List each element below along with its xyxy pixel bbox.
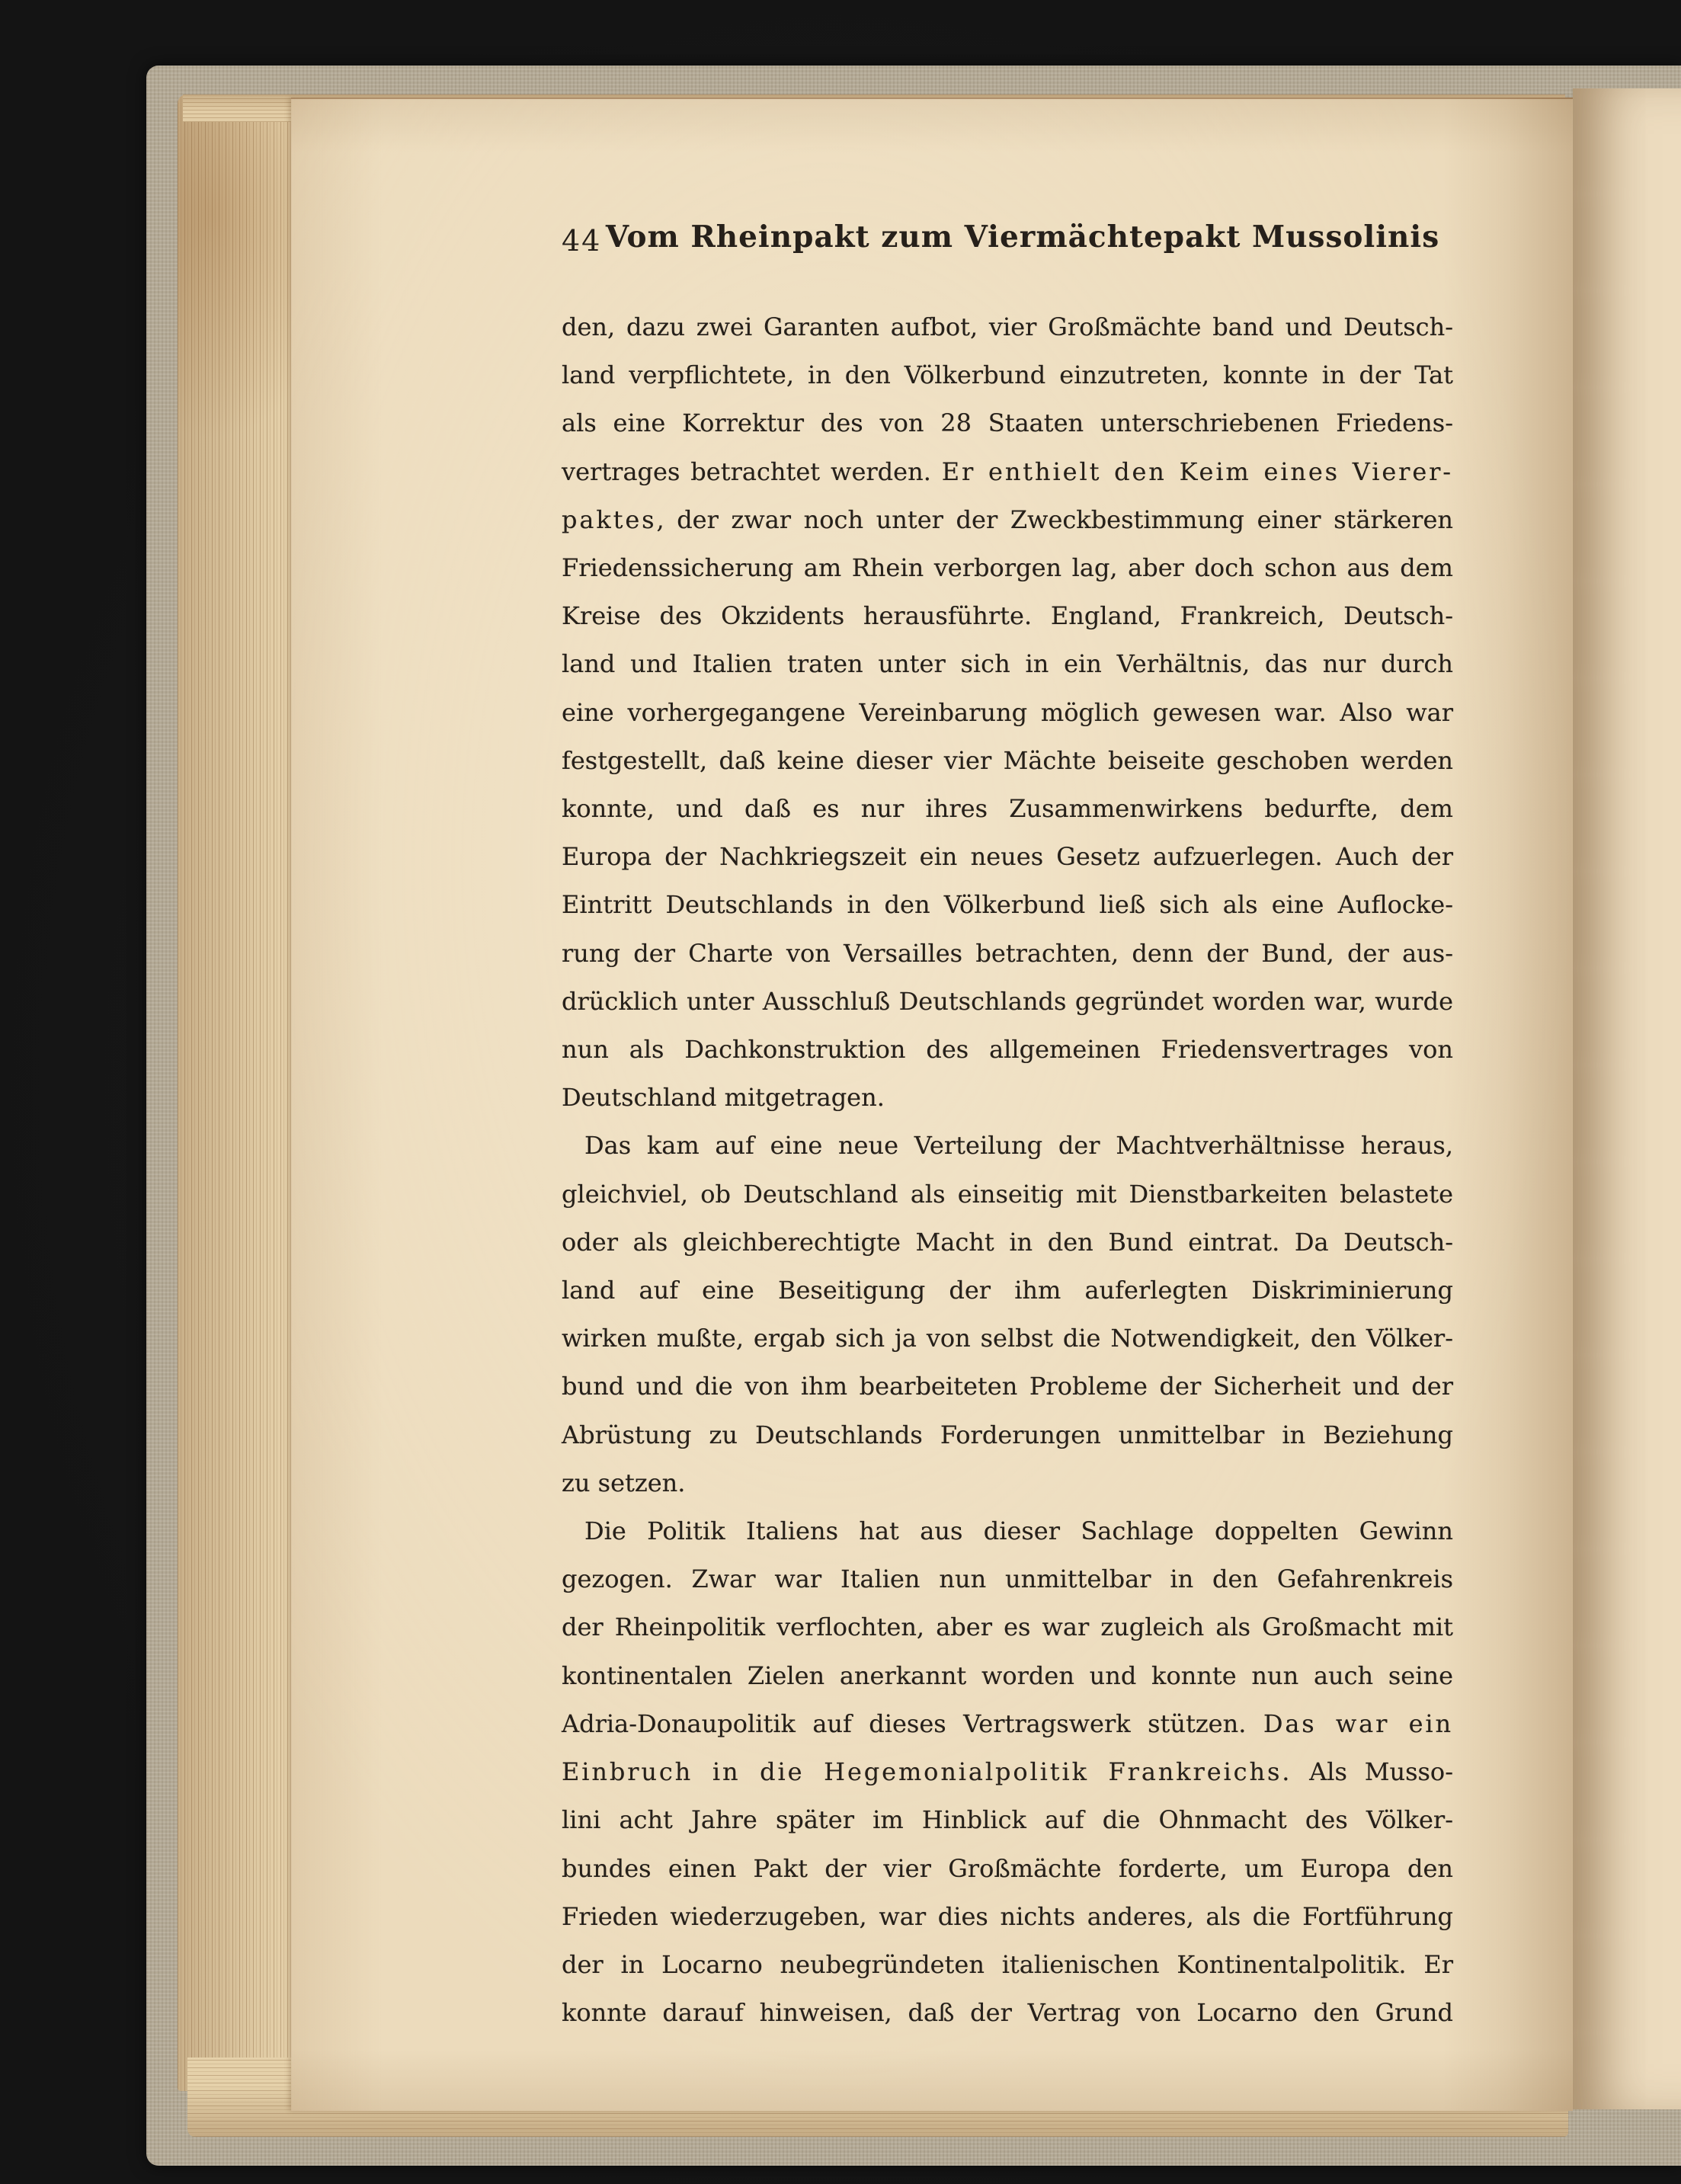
text-line [562, 1989, 1453, 2037]
text-line [562, 1218, 1453, 1267]
text-segment: Deutschland mitgetragen. [562, 1083, 885, 1113]
page-header [562, 219, 1453, 265]
text-line [562, 1652, 1453, 1700]
text-segment: zu setzen. [562, 1468, 686, 1497]
text-segment: , der zwar noch unter der Zweckbestimmung einer stärkeren [656, 504, 1453, 534]
text-line [562, 496, 1453, 544]
text-segment: land und Italien traten unter sich in ein Verhältnis, das nur durch [562, 649, 1453, 679]
text-segment: land auf eine Beseitigung der ihm auferlegten Diskriminierung [562, 1276, 1453, 1305]
emphasized-text: paktes [562, 504, 657, 534]
text-line [562, 1555, 1453, 1603]
text-line [562, 833, 1453, 881]
text-segment: drücklich unter Ausschluß Deutschlands gegründet worden war, wurde [562, 986, 1453, 1016]
text-segment: der Rheinpolitik verflochten, aber es war zugleich als Großmacht mit [562, 1612, 1453, 1642]
text-segment: festgestellt, daß keine dieser vier Mächte beiseite geschoben werden [562, 745, 1453, 775]
text-segment: bund und die von ihm bearbeiteten Probleme der Sicherheit und der [562, 1372, 1453, 1401]
text-segment: der in Locarno neubegründeten italienischen Kontinentalpolitik. Er [562, 1949, 1453, 1979]
text-segment: land verpflichtete, in den Völkerbund einzutreten, konnte in der Tat [562, 360, 1453, 390]
text-segment: lini acht Jahre später im Hinblick auf die Ohnmacht des Völker- [562, 1805, 1453, 1835]
text-segment: wirken mußte, ergab sich ja von selbst die Notwendigkeit, den Völker- [562, 1324, 1453, 1353]
text-segment: Eintritt Deutschlands in den Völkerbund ließ sich als eine Auflocke- [562, 890, 1453, 920]
text-segment: Friedenssicherung am Rhein verborgen lag, aber doch schon aus dem [562, 553, 1453, 583]
text-segment: als eine Korrektur des von 28 Staaten unterschriebenen Friedens- [562, 408, 1453, 438]
text-line [562, 544, 1453, 592]
emphasized-text: Er enthielt den Keim eines Vierer- [941, 456, 1454, 486]
text-line [562, 1845, 1453, 1893]
text-line [562, 1796, 1453, 1844]
text-segment: kontinentalen Zielen anerkannt worden und konnte nun auch seine [562, 1660, 1453, 1690]
text-segment: konnte darauf hinweisen, daß der Vertrag von Locarno den Grund [562, 1998, 1453, 2028]
text-line [562, 448, 1453, 496]
text-segment: Europa der Nachkriegszeit ein neues Gesetz aufzuerlegen. Auch der [562, 842, 1453, 872]
page-number: 44 [562, 224, 602, 258]
emphasized-text: Einbruch in die Hegemonialpolitik Frankreichs. [562, 1757, 1292, 1787]
text-segment: Als Musso- [1292, 1757, 1453, 1787]
text-line [562, 930, 1453, 978]
text-segment: gleichviel, ob Deutschland als einseitig mit Dienstbarkeiten belastete [562, 1179, 1453, 1209]
text-segment: oder als gleichberechtigte Macht in den Bund eintrat. Da Deutsch- [562, 1227, 1453, 1257]
text-segment: konnte, und daß es nur ihres Zusammenwirkens bedurfte, dem [562, 794, 1453, 824]
text-line [562, 881, 1453, 929]
text-line [562, 1026, 1453, 1074]
text-segment: bundes einen Pakt der vier Großmächte forderte, um Europa den [562, 1853, 1453, 1883]
running-header: Vom Rheinpakt zum Viermächtepakt Mussolinis [605, 219, 1440, 255]
text-line [562, 1074, 1453, 1122]
text-line [562, 640, 1453, 688]
text-segment: Adria-Donaupolitik auf dieses Vertragswerk stützen. [562, 1708, 1263, 1738]
facing-page-gutter [1573, 88, 1681, 2109]
text-line [562, 1459, 1453, 1507]
text-line [562, 737, 1453, 785]
text-line [562, 689, 1453, 737]
text-segment: Das kam auf eine neue Verteilung der Machtverhältnisse heraus, [584, 1131, 1453, 1161]
text-line [562, 1411, 1453, 1459]
emphasized-text: Das war ein [1263, 1708, 1453, 1738]
text-segment: vertrages betrachtet werden. [562, 456, 942, 486]
text-line [562, 1507, 1453, 1555]
text-line [562, 1893, 1453, 1941]
text-segment: rung der Charte von Versailles betrachten, denn der Bund, der aus- [562, 938, 1453, 968]
text-segment: Kreise des Okzidents herausführte. England, Frankreich, Deutsch- [562, 601, 1453, 631]
text-segment: Die Politik Italiens hat aus dieser Sachlage doppelten Gewinn [584, 1516, 1453, 1546]
text-line [562, 592, 1453, 640]
text-line [562, 1700, 1453, 1748]
text-line [562, 1363, 1453, 1411]
text-segment: eine vorhergegangene Vereinbarung möglich gewesen war. Also war [562, 697, 1453, 727]
text-segment: Frieden wiederzugeben, war dies nichts anderes, als die Fortführung [562, 1901, 1453, 1931]
text-line [562, 399, 1453, 447]
body-text [562, 303, 1453, 2037]
text-line [562, 1122, 1453, 1170]
text-line [562, 1748, 1453, 1796]
text-line [562, 1267, 1453, 1315]
text-line [562, 1603, 1453, 1651]
text-line [562, 1170, 1453, 1218]
text-line [562, 351, 1453, 399]
text-segment: gezogen. Zwar war Italien nun unmittelbar in den Gefahrenkreis [562, 1564, 1453, 1594]
text-line [562, 785, 1453, 833]
text-line [562, 1315, 1453, 1363]
text-segment: den, dazu zwei Garanten aufbot, vier Großmächte band und Deutsch- [562, 312, 1453, 341]
text-line [562, 1941, 1453, 1989]
text-segment: Abrüstung zu Deutschlands Forderungen unmittelbar in Beziehung [562, 1420, 1453, 1449]
text-line [562, 303, 1453, 351]
text-line [562, 978, 1453, 1026]
text-segment: nun als Dachkonstruktion des allgemeinen Friedensvertrages von [562, 1035, 1453, 1065]
